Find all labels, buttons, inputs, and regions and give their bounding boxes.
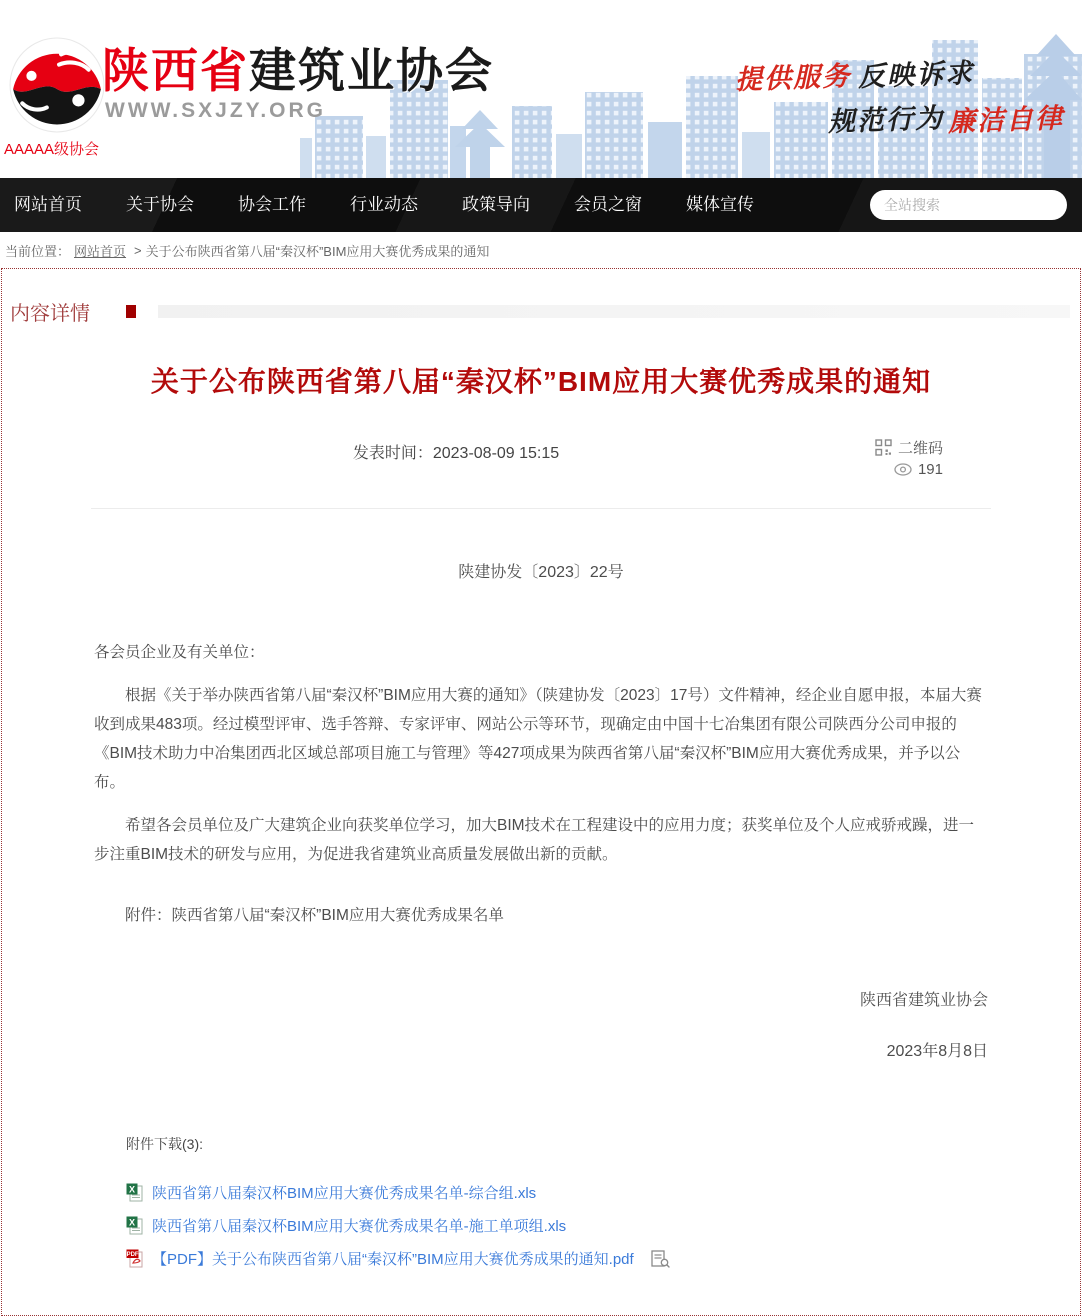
attachments-heading: 附件下载(3): [126, 1136, 203, 1152]
qrcode-button[interactable] [875, 436, 943, 458]
salutation: 各会员企业及有关单位： [94, 644, 265, 661]
slogan-integrity: 廉洁自律 [947, 102, 1065, 138]
nav-item-policy[interactable]: 政策导向 [462, 195, 530, 214]
section-divider-bar [158, 305, 1070, 318]
publish-time-label: 发表时间： [352, 445, 433, 462]
breadcrumb-label: 当前位置： [5, 243, 71, 259]
breadcrumb-current: 关于公布陕西省第八届“秦汉杯”BIM应用大赛优秀成果的通知 [145, 243, 490, 259]
publish-time-value: 2023-08-09 15:15 [432, 445, 560, 462]
slogan-regulate-conduct: 规范行为 [827, 102, 945, 138]
article-meta [2, 436, 1080, 482]
article-meta-right [875, 436, 943, 480]
attachments-section [126, 1134, 1080, 1275]
attachment-link-xls-1[interactable]: 陕西省第八届秦汉杯BIM应用大赛优秀成果名单-综合组.xls [152, 1185, 537, 1202]
view-count [875, 458, 943, 480]
section-square-marker [126, 305, 136, 318]
attachment-link-xls-2[interactable]: 陕西省第八届秦汉杯BIM应用大赛优秀成果名单-施工单项组.xls [152, 1218, 567, 1235]
site-brand[interactable] [102, 46, 494, 123]
document-number: 陕建协发〔2023〕22号 [458, 564, 624, 581]
attachments-list [126, 1176, 1080, 1275]
site-name-rest: 建筑业协会 [249, 44, 494, 97]
association-logo-icon[interactable] [8, 36, 106, 134]
nav-item-work[interactable]: 协会工作 [238, 195, 306, 214]
search-input[interactable] [884, 197, 1065, 213]
excel-file-icon [126, 1183, 143, 1202]
meta-divider [91, 508, 991, 509]
attachment-row [126, 1176, 1080, 1209]
publish-time [0, 440, 995, 463]
attachment-row [126, 1209, 1080, 1242]
nav-item-members[interactable]: 会员之窗 [574, 195, 642, 214]
slogan-provide-service: 提供服务 [734, 60, 852, 96]
site-url-text: WWW.SXJZY.ORG [105, 99, 327, 123]
nav-item-industry[interactable]: 行业动态 [350, 195, 418, 214]
slogan-reflect-demands: 反映诉求 [857, 57, 975, 93]
attachment-reference-line: 附件：陕西省第八届“秦汉杯”BIM应用大赛优秀成果名单 [125, 907, 504, 924]
attachment-row [126, 1242, 1080, 1275]
site-header [0, 0, 1082, 178]
site-name [102, 46, 494, 95]
signature-date: 2023年8月8日 [886, 1043, 988, 1060]
article-title: 关于公布陕西省第八届“秦汉杯”BIM应用大赛优秀成果的通知 [150, 366, 932, 397]
paragraph-2: 希望各会员单位及广大建筑企业向获奖单位学习，加大BIM技术在工程建设中的应用力度；获奖单位及个人应戒骄戒躁，进一步注重BIM技术的研发与应用，为促进我省建筑业高质量发展做出新的贡献。 [94, 817, 975, 863]
main-nav [0, 178, 1082, 232]
nav-item-home[interactable]: 网站首页 [14, 195, 82, 214]
section-header [2, 269, 1080, 326]
site-name-region: 陕西省 [102, 44, 249, 97]
pdf-file-icon [126, 1249, 143, 1268]
content-detail-panel [1, 268, 1081, 1316]
breadcrumb [0, 232, 1082, 268]
preview-document-icon[interactable] [651, 1250, 670, 1268]
signature-org: 陕西省建筑业协会 [859, 992, 988, 1009]
nav-item-about[interactable]: 关于协会 [126, 195, 194, 214]
view-count-value: 191 [917, 460, 943, 478]
site-search [870, 190, 1067, 220]
svg-text:X: X [128, 1217, 136, 1228]
section-title: 内容详情 [10, 303, 90, 325]
qrcode-label: 二维码 [897, 439, 943, 457]
paragraph-1: 根据《关于举办陕西省第八届“秦汉杯”BIM应用大赛的通知》（陕建协发〔2023〕17号）文件精神，经企业自愿申报，本届大赛收到成果483项。经过模型评审、选手答辩、专家评审、网站公示等环节，现确定由中国十七冶集团有限公司陕西分公司申报的《BIM技术助力中冶集团西北区域总部项目施工与管理》等427项成果为陕西省第八届“秦汉杯”BIM应用大赛优秀成果，并予以公布。 [94, 687, 982, 791]
attachment-link-pdf[interactable]: 【PDF】关于公布陕西省第八届“秦汉杯”BIM应用大赛优秀成果的通知.pdf [152, 1251, 634, 1268]
article-body [2, 638, 1080, 1066]
nav-item-media[interactable]: 媒体宣传 [686, 195, 754, 214]
svg-text:PDF: PDF [126, 1252, 139, 1258]
qrcode-icon [875, 439, 892, 456]
excel-file-icon [126, 1216, 143, 1235]
breadcrumb-separator: > [134, 242, 142, 258]
eye-icon [894, 463, 912, 476]
association-rating-label: AAAAA级协会 [4, 141, 100, 158]
breadcrumb-home-link[interactable]: 网站首页 [74, 243, 127, 259]
svg-text:X: X [128, 1184, 136, 1195]
